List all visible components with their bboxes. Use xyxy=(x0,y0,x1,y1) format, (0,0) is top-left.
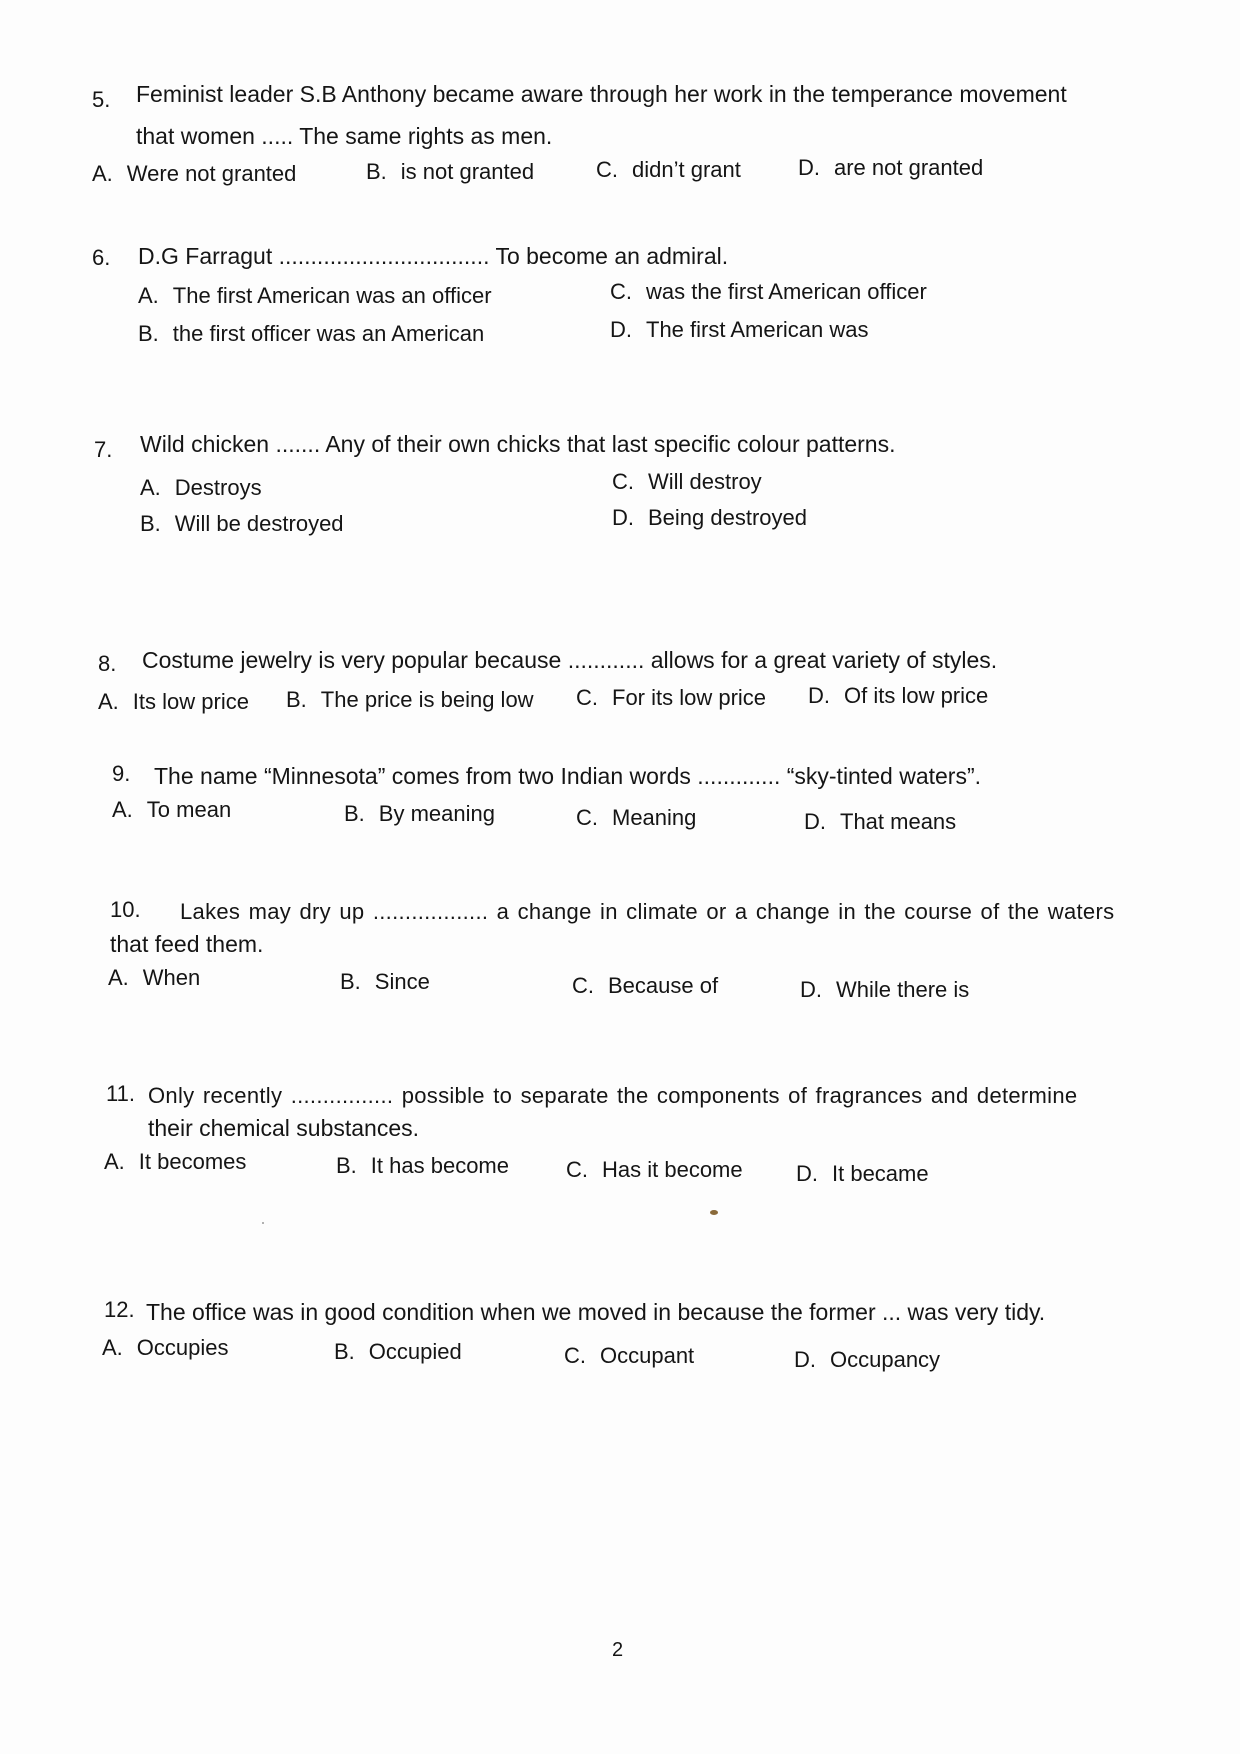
question-number: 9. xyxy=(112,761,131,786)
option-b[interactable] xyxy=(140,510,344,538)
question-stem: Feminist leader S.B Anthony became aware through her work in the temperance movement xyxy=(136,81,1067,107)
option-letter: B. xyxy=(286,687,307,712)
question-stem: Only recently ................ possible to separate the components of fragrances and determine xyxy=(148,1083,1078,1108)
option-text: the first officer was an American xyxy=(172,321,485,346)
option-letter: A. xyxy=(102,1335,123,1360)
option-d[interactable] xyxy=(612,504,807,532)
option-letter: A. xyxy=(112,797,133,822)
option-a[interactable] xyxy=(102,1334,229,1362)
option-letter: A. xyxy=(108,965,129,990)
question-stem: Costume jewelry is very popular because ............ allows for a great variety of styles. xyxy=(142,647,998,673)
question-stem-continued: that feed them. xyxy=(110,931,264,957)
option-c[interactable] xyxy=(576,804,696,832)
option-a[interactable] xyxy=(140,474,262,502)
option-letter: C. xyxy=(576,805,598,830)
option-text: Occupancy xyxy=(830,1347,941,1372)
option-a[interactable] xyxy=(112,796,231,824)
option-b[interactable] xyxy=(286,686,534,714)
option-b[interactable] xyxy=(366,158,534,186)
option-text: Will be destroyed xyxy=(174,511,344,536)
option-text: Its low price xyxy=(132,689,249,714)
option-text: didn’t grant xyxy=(632,157,741,182)
option-letter: D. xyxy=(796,1161,818,1186)
option-letter: D. xyxy=(610,317,632,342)
option-c[interactable] xyxy=(572,972,718,1000)
question-stem-continued: that women ..... The same rights as men. xyxy=(136,123,553,149)
option-text: Will destroy xyxy=(648,469,762,494)
option-b[interactable] xyxy=(340,968,430,996)
scan-speck xyxy=(262,1222,264,1224)
option-letter: C. xyxy=(596,157,618,182)
option-d[interactable] xyxy=(796,1160,929,1188)
option-a[interactable] xyxy=(92,160,296,188)
option-d[interactable] xyxy=(804,808,956,836)
option-text: The first American was an officer xyxy=(172,283,492,308)
option-letter: B. xyxy=(140,511,161,536)
option-b[interactable] xyxy=(334,1338,462,1366)
option-text: To mean xyxy=(146,797,232,822)
option-text: Occupies xyxy=(136,1335,229,1360)
question-number: 8. xyxy=(98,651,117,676)
option-text: It became xyxy=(832,1161,929,1186)
option-text: When xyxy=(142,965,201,990)
option-b[interactable] xyxy=(138,320,484,348)
option-letter: B. xyxy=(334,1339,355,1364)
option-letter: B. xyxy=(138,321,159,346)
option-text: For its low price xyxy=(612,685,767,710)
option-text: Occupant xyxy=(600,1343,695,1368)
option-c[interactable] xyxy=(564,1342,694,1370)
option-text: Being destroyed xyxy=(648,505,807,530)
option-letter: A. xyxy=(92,161,113,186)
option-text: Since xyxy=(374,969,430,994)
option-text: Of its low price xyxy=(844,683,989,708)
option-c[interactable] xyxy=(612,468,762,496)
option-letter: A. xyxy=(104,1149,125,1174)
question-stem: Wild chicken ....... Any of their own chicks that last specific colour patterns. xyxy=(140,431,896,457)
option-text: While there is xyxy=(836,977,970,1002)
question-number: 5. xyxy=(92,87,111,112)
option-text: are not granted xyxy=(834,155,984,180)
question-stem: D.G Farragut ................................. To become an admiral. xyxy=(138,243,729,269)
option-b[interactable] xyxy=(336,1152,509,1180)
question-stem: Lakes may dry up .................. a change in climate or a change in the course of the waters xyxy=(180,899,1115,924)
option-letter: A. xyxy=(140,475,161,500)
option-letter: B. xyxy=(336,1153,357,1178)
option-letter: B. xyxy=(366,159,387,184)
option-a[interactable] xyxy=(104,1148,246,1176)
option-b[interactable] xyxy=(344,800,495,828)
option-c[interactable] xyxy=(576,684,766,712)
option-a[interactable] xyxy=(108,964,200,992)
option-d[interactable] xyxy=(808,682,988,710)
option-letter: C. xyxy=(612,469,634,494)
question-stem: The office was in good condition when we moved in because the former ... was very tidy. xyxy=(146,1299,1046,1325)
option-letter: B. xyxy=(340,969,361,994)
option-text: By meaning xyxy=(378,801,495,826)
option-letter: D. xyxy=(612,505,634,530)
option-letter: C. xyxy=(564,1343,586,1368)
question-number: 6. xyxy=(92,245,111,270)
option-text: Meaning xyxy=(612,805,697,830)
option-d[interactable] xyxy=(794,1346,940,1374)
option-letter: D. xyxy=(804,809,826,834)
option-text: Has it become xyxy=(602,1157,743,1182)
option-d[interactable] xyxy=(610,316,869,344)
option-a[interactable] xyxy=(138,282,492,310)
option-c[interactable] xyxy=(610,278,927,306)
option-letter: B. xyxy=(344,801,365,826)
option-letter: C. xyxy=(576,685,598,710)
option-letter: C. xyxy=(610,279,632,304)
option-text: The price is being low xyxy=(320,687,534,712)
option-text: Were not granted xyxy=(126,161,297,186)
option-c[interactable] xyxy=(596,156,741,184)
question-number: 11. xyxy=(106,1081,135,1106)
option-letter: D. xyxy=(794,1347,816,1372)
option-text: is not granted xyxy=(400,159,535,184)
option-text: It becomes xyxy=(138,1149,247,1174)
option-letter: D. xyxy=(808,683,830,708)
question-number: 10. xyxy=(110,897,141,922)
option-text: It has become xyxy=(370,1153,509,1178)
option-d[interactable] xyxy=(798,154,983,182)
option-c[interactable] xyxy=(566,1156,743,1184)
question-number: 12. xyxy=(104,1297,135,1322)
option-text: Occupied xyxy=(368,1339,462,1364)
question-stem-continued: their chemical substances. xyxy=(148,1115,420,1141)
option-d[interactable] xyxy=(800,976,969,1004)
option-text: Destroys xyxy=(174,475,262,500)
option-letter: D. xyxy=(800,977,822,1002)
option-a[interactable] xyxy=(98,688,249,716)
option-letter: C. xyxy=(572,973,594,998)
option-text: The first American was xyxy=(646,317,869,342)
option-letter: C. xyxy=(566,1157,588,1182)
scan-speck xyxy=(710,1210,718,1215)
option-letter: A. xyxy=(98,689,119,714)
question-number: 7. xyxy=(94,437,113,462)
option-letter: A. xyxy=(138,283,159,308)
question-stem: The name “Minnesota” comes from two Indian words ............. “sky-tinted waters”. xyxy=(154,763,982,789)
option-letter: D. xyxy=(798,155,820,180)
option-text: That means xyxy=(840,809,957,834)
option-text: Because of xyxy=(608,973,719,998)
page-number: 2 xyxy=(612,1639,624,1661)
option-text: was the first American officer xyxy=(646,279,927,304)
